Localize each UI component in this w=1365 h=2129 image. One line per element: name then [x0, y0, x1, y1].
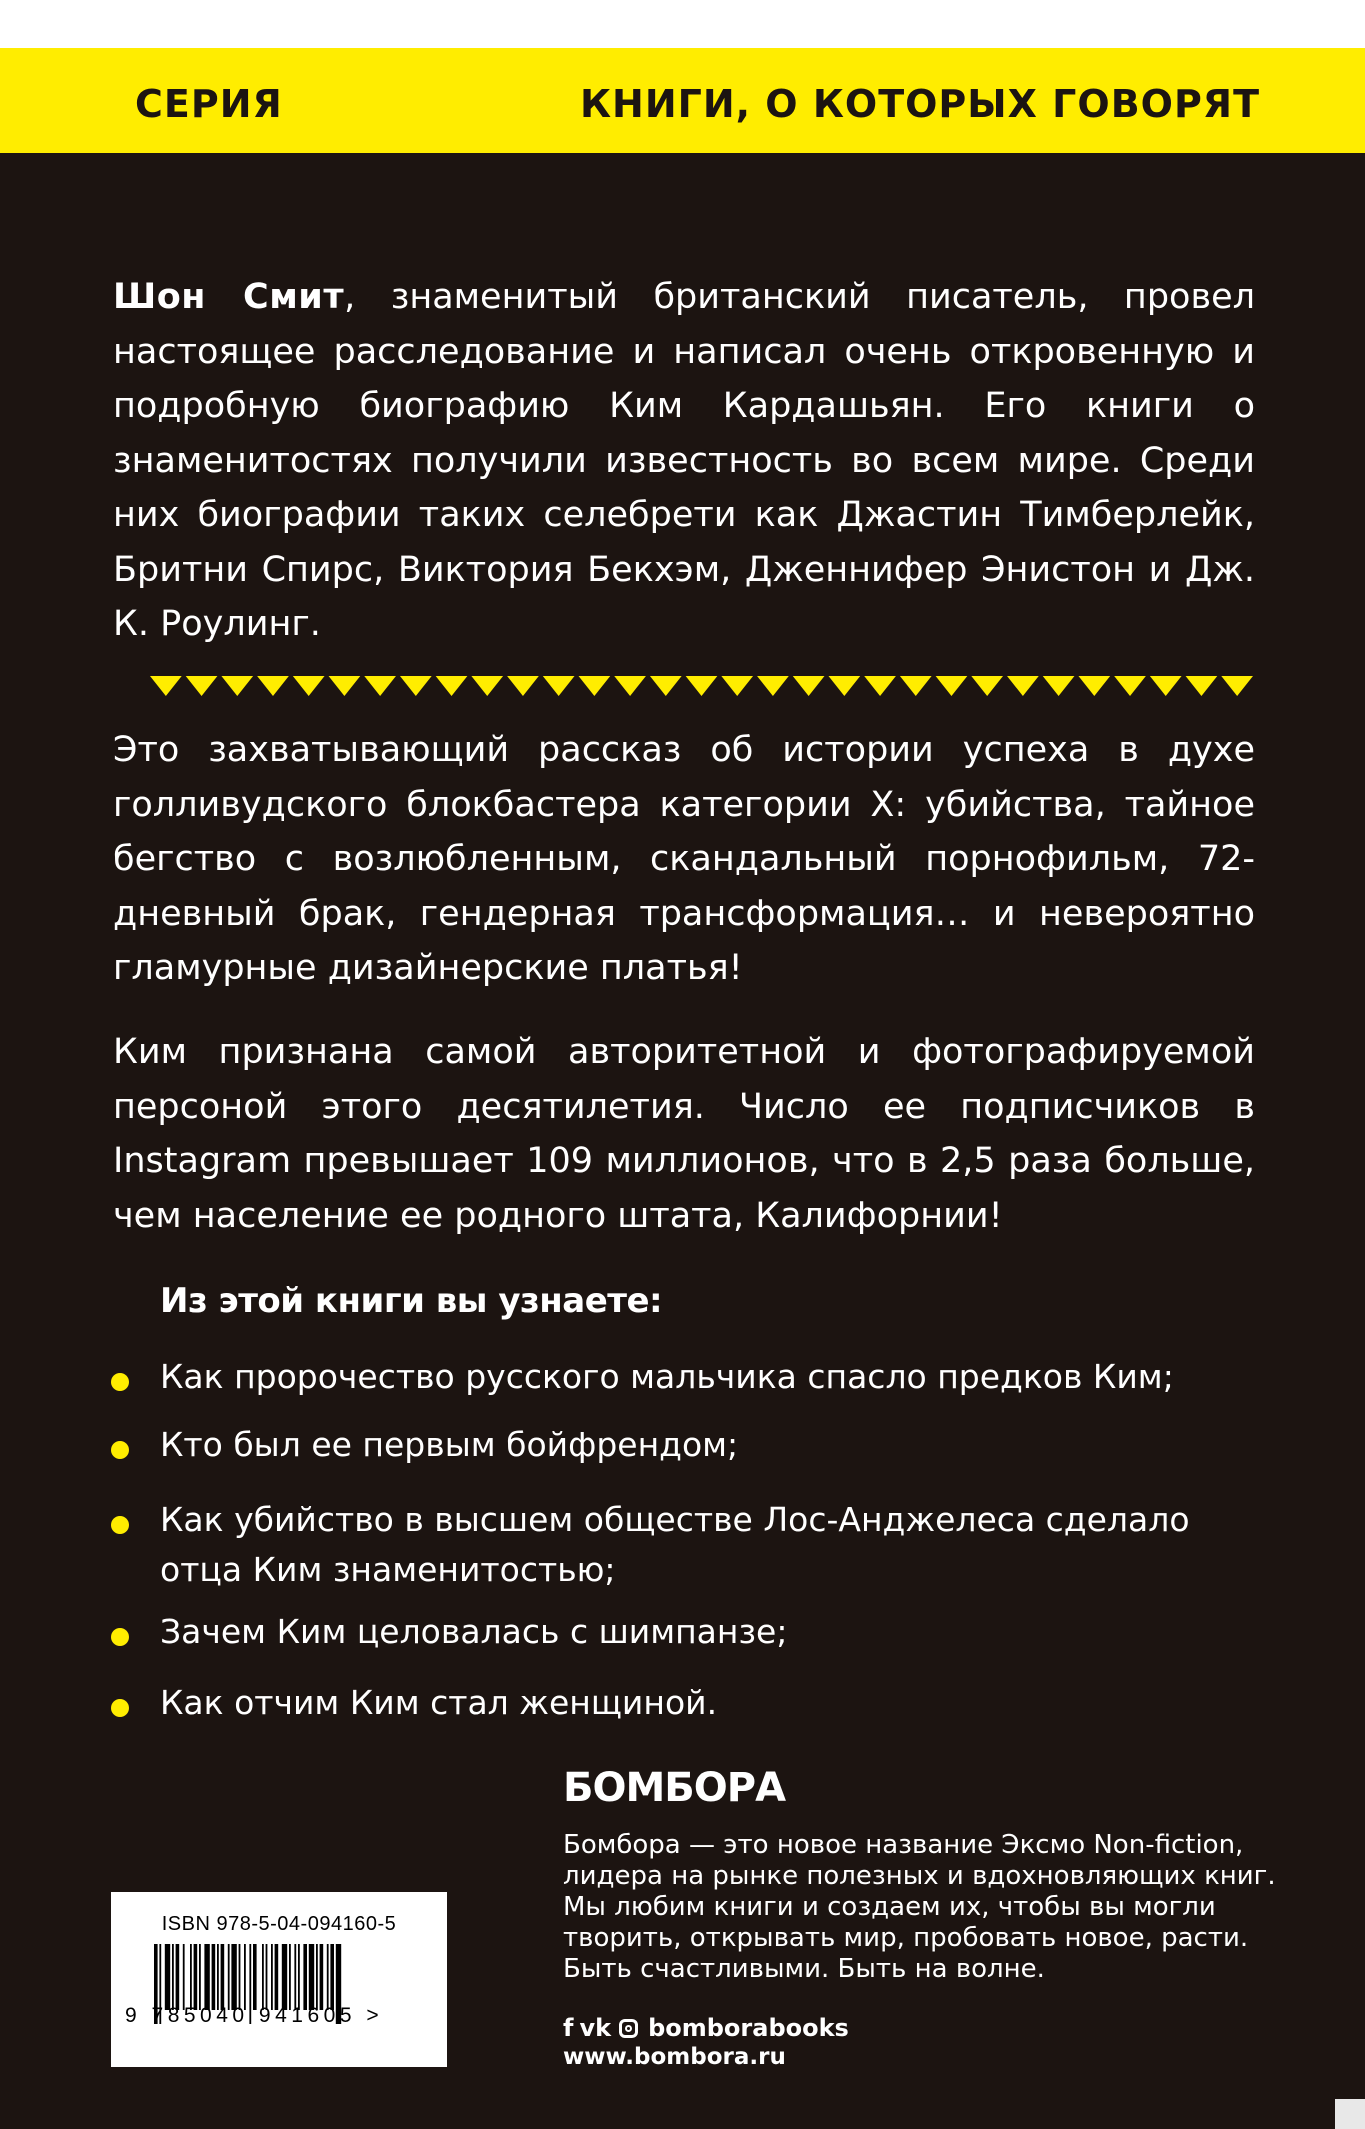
- divider-triangle: [900, 676, 932, 696]
- divider-triangle: [507, 676, 539, 696]
- barcode-bar: [271, 1944, 273, 2010]
- divider-triangle: [864, 676, 896, 696]
- instagram-icon[interactable]: [619, 2019, 638, 2038]
- divider-triangle: [400, 676, 432, 696]
- divider-triangle: [186, 676, 218, 696]
- author-bio: , знаменитый британский писатель, провел настоящее расследование и написал очень откровенную и подробную биографию Ким Кардашьян. Его книги о знаменитостях получили известность во всем мире. Среди них биографии таких селебрети как Джастин Тимберлейк, Бритни Спирс, Виктория Бекхэм, Дженнифер Энистон и Дж. К. Роулинг.: [113, 277, 1255, 644]
- publisher-description: Бомбора — это новое название Эксмо Non-fiction, лидера на рынке полезных и вдохновляющих книг. Мы любим книги и создаем их, чтобы вы могли творить, открывать мир, пробовать новое, расти. Быть счастливыми. Быть на волне.: [563, 1830, 1276, 1984]
- barcode-digits: 9 785040 941605 >: [125, 2004, 384, 2027]
- divider-triangle: [686, 676, 718, 696]
- barcode-bar: [190, 1944, 192, 2010]
- series-banner: [0, 48, 1365, 153]
- barcode-bar: [289, 1944, 291, 2010]
- social-handle[interactable]: bomborabooks: [648, 2014, 849, 2042]
- social-links: [563, 2010, 849, 2046]
- divider-triangle: [793, 676, 825, 696]
- description-paragraph-2: Ким признана самой авторитетной и фотографируемой персоной этого десятилетия. Число ее подписчиков в Instagram превышает 109 миллионов, что в 2,5 раза больше, чем население ее родного штата, Калифорнии!: [113, 1032, 1255, 1236]
- isbn-number: ISBN 978-5-04-094160-5: [161, 1913, 397, 1935]
- author-name: Шон Смит: [113, 277, 345, 317]
- barcode-bar: [217, 1944, 219, 2010]
- barcode-bar: [316, 1944, 318, 2010]
- barcode-bar: [228, 1944, 230, 2010]
- divider-triangle: [1114, 676, 1146, 696]
- barcode-bar: [165, 1944, 170, 2010]
- barcode-bar: [330, 1944, 334, 2010]
- website-link[interactable]: www.bombora.ru: [563, 2044, 786, 2070]
- barcode-bar: [183, 1944, 185, 2010]
- barcode-bar: [253, 1944, 257, 2010]
- top-edge: [0, 0, 1365, 48]
- bullet-icon: [111, 1441, 129, 1459]
- bullet-icon: [111, 1628, 129, 1646]
- barcode-bar: [231, 1944, 236, 2010]
- divider-triangle: [221, 676, 253, 696]
- divider-triangle: [1078, 676, 1110, 696]
- barcode-bar: [298, 1944, 300, 2010]
- page-corner: [1335, 2099, 1365, 2129]
- list-item-text: Как убийство в высшем обществе Лос-Анджелеса сделало отца Ким знаменитостью;: [160, 1500, 1190, 1589]
- divider-triangle: [1043, 676, 1075, 696]
- divider-triangle: [1007, 676, 1039, 696]
- description-paragraph-1: Это захватывающий рассказ об истории успеха в духе голливудского блокбастера категории Х: убийства, тайное бегство с возлюбленным, скандальный порнофильм, 72-дневный брак, гендерная трансформация… и невероятно гламурные дизайнерские платья!: [113, 730, 1255, 988]
- divider-triangle: [1221, 676, 1253, 696]
- divider-triangle: [614, 676, 646, 696]
- list-item-text: Как пророчество русского мальчика спасло предков Ким;: [160, 1357, 1174, 1396]
- divider-triangle: [364, 676, 396, 696]
- divider-triangle: [971, 676, 1003, 696]
- barcode-bar: [275, 1944, 279, 2010]
- list-item-text: Зачем Ким целовалась с шимпанзе;: [160, 1612, 788, 1651]
- triangle-divider: [148, 674, 1255, 698]
- barcode-bar: [194, 1944, 198, 2010]
- divider-triangle: [828, 676, 860, 696]
- divider-triangle: [436, 676, 468, 696]
- bullet-icon: [111, 1699, 129, 1717]
- barcode-bar: [266, 1944, 268, 2010]
- barcode-bar: [199, 1944, 201, 2010]
- barcode-bar: [176, 1944, 180, 2010]
- divider-triangle: [150, 676, 182, 696]
- barcode-bar: [320, 1944, 324, 2010]
- learn-title: Из этой книги вы узнаете:: [160, 1281, 663, 1321]
- series-label: СЕРИЯ: [135, 82, 283, 126]
- author-paragraph: [113, 270, 1255, 652]
- list-item-text: Кто был ее первым бойфрендом;: [160, 1425, 739, 1464]
- divider-triangle: [1150, 676, 1182, 696]
- bullet-icon: [111, 1373, 129, 1391]
- series-name: КНИГИ, О КОТОРЫХ ГОВОРЯТ: [579, 82, 1260, 126]
- barcode-bar: [221, 1944, 225, 2010]
- divider-triangle: [579, 676, 611, 696]
- barcode-bar: [309, 1944, 314, 2010]
- barcode-bar: [262, 1944, 264, 2010]
- vk-icon[interactable]: vk: [579, 2014, 612, 2042]
- facebook-icon[interactable]: f: [563, 2014, 574, 2042]
- list-item-text: Как отчим Ким стал женщиной.: [160, 1683, 718, 1722]
- barcode-bar: [239, 1944, 241, 2010]
- barcode-bar: [204, 1944, 209, 2010]
- divider-triangle: [471, 676, 503, 696]
- barcode-bar: [212, 1944, 216, 2010]
- divider-triangle: [257, 676, 289, 696]
- divider-triangle: [936, 676, 968, 696]
- divider-triangle: [650, 676, 682, 696]
- barcode-bar: [327, 1944, 329, 2010]
- publisher-logo: БОМБОРА: [563, 1765, 786, 1811]
- divider-triangle: [543, 676, 575, 696]
- barcode: [111, 1892, 447, 2067]
- divider-triangle: [1186, 676, 1218, 696]
- barcode-bar: [244, 1944, 246, 2010]
- barcode-bar: [294, 1944, 296, 2010]
- bullet-icon: [111, 1516, 129, 1534]
- barcode-bar: [172, 1944, 174, 2010]
- barcode-bar: [303, 1944, 307, 2010]
- divider-triangle: [721, 676, 753, 696]
- divider-triangle: [293, 676, 325, 696]
- divider-triangle: [329, 676, 361, 696]
- barcode-bar: [282, 1944, 287, 2010]
- divider-triangle: [757, 676, 789, 696]
